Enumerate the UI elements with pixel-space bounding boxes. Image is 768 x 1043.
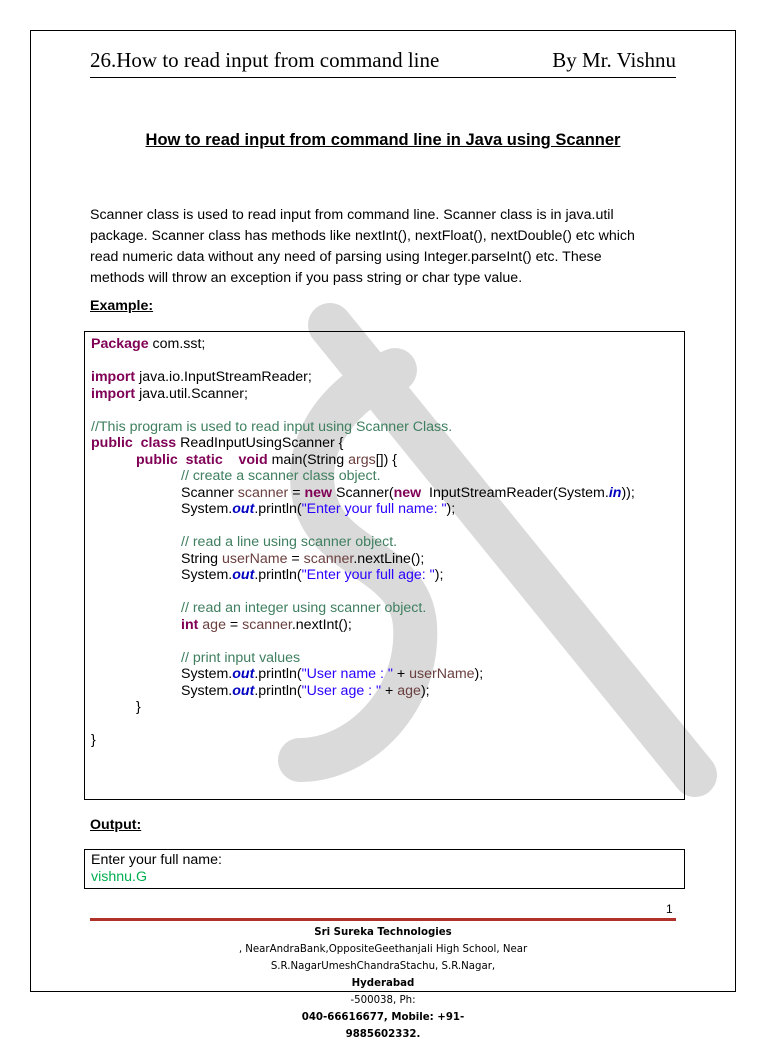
code-comment: // read a line using scanner object. <box>181 534 398 550</box>
code-line: import java.io.InputStreamReader; <box>91 369 312 385</box>
code-comment: // print input values <box>181 649 301 666</box>
code-comment: //This program is used to read input using Scanner Class. <box>91 418 453 435</box>
intro-paragraph <box>90 205 680 289</box>
code-example-box <box>84 331 685 800</box>
code-comment: // read an integer using scanner object. <box>181 600 427 616</box>
code-line: String userName = scanner.nextLine(); <box>181 550 425 567</box>
footer-line: Sri Sureka Technologies , NearAndraBank,OppositeGeethanjali High School, Near <box>238 927 528 955</box>
output-box <box>84 849 685 889</box>
header-rule <box>90 77 676 78</box>
code-line-blank <box>91 716 635 733</box>
header-author: By Mr. Vishnu <box>552 48 676 72</box>
code-line: public class ReadInputUsingScanner { <box>91 435 344 451</box>
output-value: vishnu.G <box>91 868 147 885</box>
intro-line: read numeric data without any need of parsing using Integer.parseInt() etc. These <box>90 249 602 265</box>
page-number: 1 <box>666 902 673 916</box>
intro-line: methods will throw an exception if you pass string or char type value. <box>90 270 523 286</box>
footer-line: 9885602332. <box>345 1029 421 1040</box>
intro-line: package. Scanner class has methods like nextInt(), nextFloat(), nextDouble() etc which <box>90 228 635 244</box>
intro-line: Scanner class is used to read input from command line. Scanner class is in java.util <box>90 207 614 223</box>
code-line-blank <box>91 518 635 535</box>
page-footer <box>90 924 676 1043</box>
code-line: System.out.println("Enter your full name: "); <box>181 501 456 517</box>
header-title: 26.How to read input from command line <box>90 48 440 72</box>
code-line: } <box>91 732 96 748</box>
code-line-blank <box>91 402 635 419</box>
code-block <box>91 336 635 749</box>
code-line-blank <box>91 353 635 370</box>
code-line: System.out.println("Enter your full age: "); <box>181 567 444 583</box>
example-heading: Example: <box>90 298 154 314</box>
output-heading: Output: <box>90 817 142 833</box>
code-comment: // create a scanner class object. <box>181 468 381 484</box>
code-line: public static void main(String args[]) { <box>136 451 397 468</box>
code-line: Scanner scanner = new Scanner(new InputStreamReader(System.in)); <box>181 484 635 501</box>
page-header <box>90 48 676 78</box>
code-line: } <box>136 699 141 715</box>
code-line: System.out.println("User name : " + userName); <box>181 666 484 682</box>
code-line-blank <box>91 633 635 650</box>
code-line: System.out.println("User age : " + age); <box>181 682 430 699</box>
code-line-blank <box>91 584 635 601</box>
document-title: How to read input from command line in Java using Scanner <box>145 131 621 149</box>
code-line: import java.util.Scanner; <box>91 385 248 402</box>
footer-line: S.R.NagarUmeshChandraStachu, S.R.Nagar, Hyderabad -500038, Ph: 040-66616677, Mobile: +91- <box>270 961 496 1023</box>
code-line: int age = scanner.nextInt(); <box>181 616 352 633</box>
footer-rule <box>90 918 676 921</box>
code-line: Package com.sst; <box>91 336 206 352</box>
output-prompt: Enter your full name: <box>91 852 222 868</box>
